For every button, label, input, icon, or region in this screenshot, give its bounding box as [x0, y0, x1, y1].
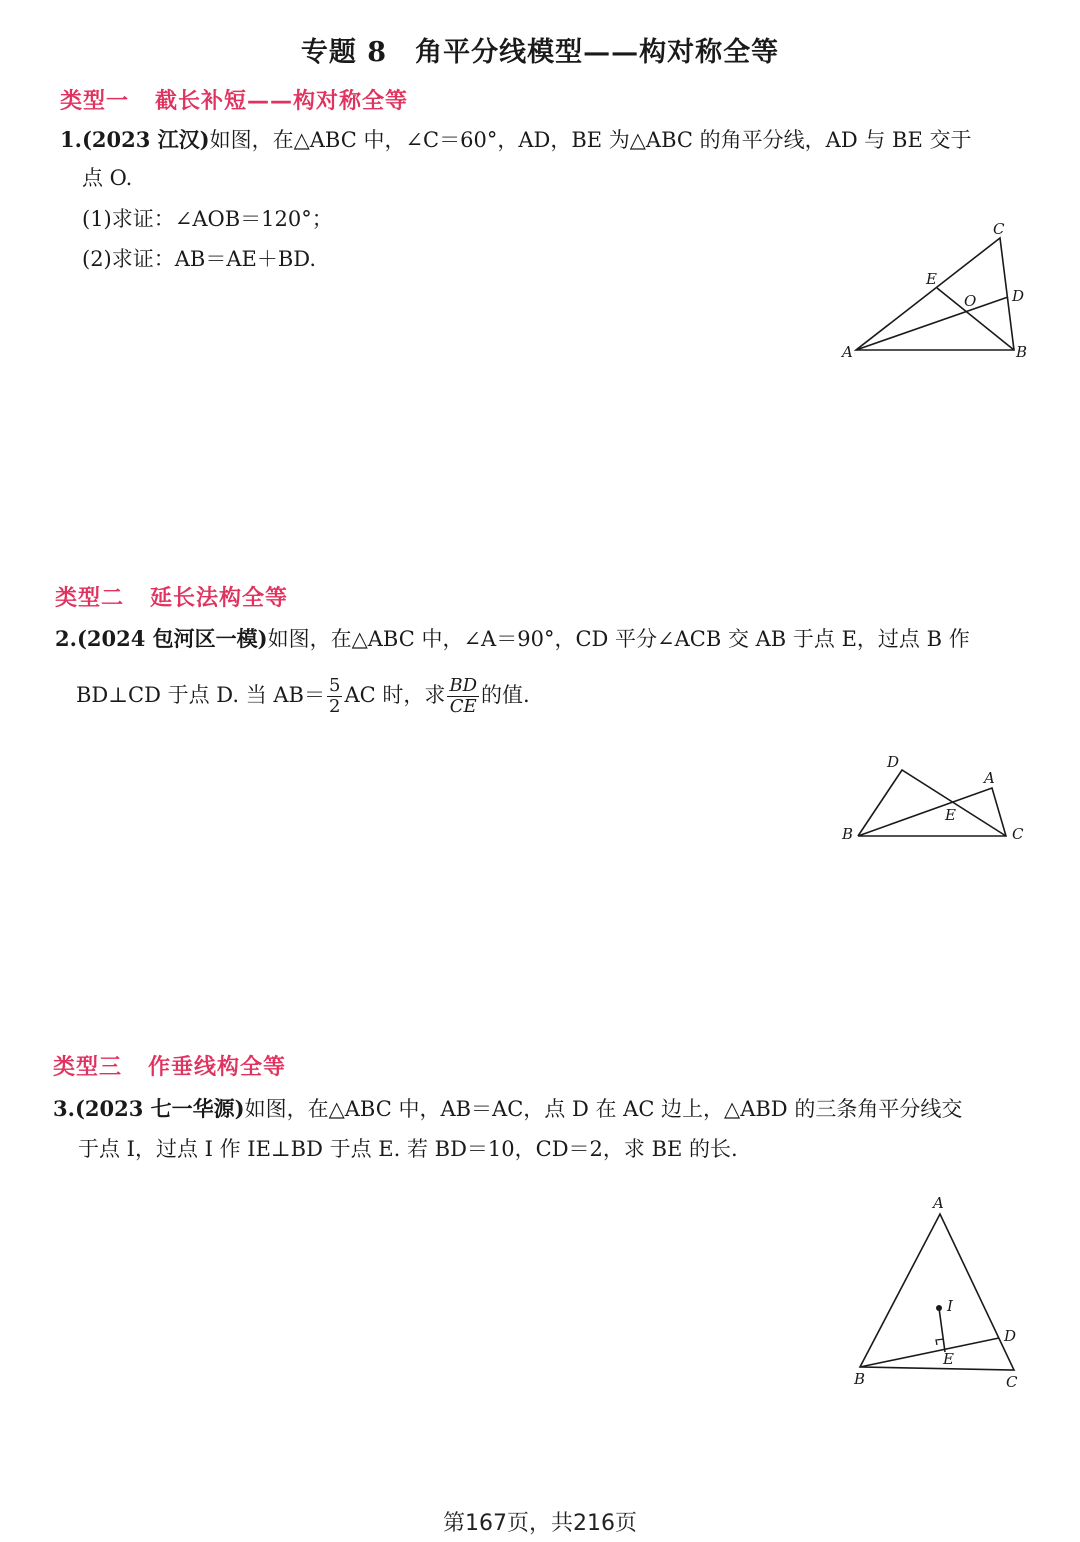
point-i — [936, 1305, 942, 1311]
problem-1-part-2: (2)求证：AB＝AE＋BD. — [82, 247, 317, 271]
problem-source: (2024 包河区一模) — [76, 626, 268, 651]
fraction-numerator: 5 — [329, 675, 341, 696]
label-d: D — [887, 753, 900, 771]
problem-text: AC 时，求 — [344, 683, 446, 707]
label-b: B — [842, 825, 854, 843]
label-d: D — [1004, 1327, 1017, 1345]
label-d: D — [1012, 287, 1025, 305]
fraction-denominator: CE — [449, 696, 477, 717]
problem-text: BD⊥CD 于点 D. 当 AB＝ — [76, 683, 325, 707]
label-b: B — [1016, 343, 1028, 361]
problem-3-line-2: 于点 I，过点 I 作 IE⊥BD 于点 E. 若 BD＝10，CD＝2，求 BE 的长. — [78, 1137, 738, 1161]
section-name: 延长法构全等 — [150, 586, 289, 611]
label-a: A — [984, 769, 995, 787]
fraction-denominator: 2 — [329, 696, 341, 717]
label-c: C — [1012, 825, 1024, 843]
problem-source: (2023 七一华源) — [74, 1096, 245, 1121]
label-o: O — [964, 292, 977, 310]
section-label: 类型二 — [55, 586, 125, 611]
segment-ie — [939, 1308, 945, 1352]
problem-text: 如图，在△ABC 中，∠C＝60°，AD，BE 为△ABC 的角平分线，AD 与 BE 交于 — [209, 128, 972, 152]
problem-number: 2. — [55, 626, 77, 651]
label-i: I — [947, 1297, 953, 1315]
problem-1-part-1: (1)求证：∠AOB＝120°； — [82, 207, 333, 231]
section-name: 截长补短——构对称全等 — [155, 89, 409, 114]
section-name: 作垂线构全等 — [148, 1055, 287, 1080]
problem-source: (2023 江汉) — [81, 127, 210, 152]
label-e: E — [945, 806, 956, 824]
label-b: B — [854, 1370, 866, 1388]
section-label: 类型一 — [60, 89, 130, 114]
page-number-footer: 第167页，共216页 — [443, 1511, 637, 1536]
label-a: A — [842, 343, 853, 361]
triangle-abc — [860, 1214, 1017, 1370]
problem-number: 1. — [60, 127, 82, 152]
section-label: 类型三 — [53, 1055, 123, 1080]
fraction-numerator: BD — [449, 675, 478, 696]
label-c: C — [1006, 1373, 1018, 1391]
problem-text: 的值. — [481, 683, 530, 707]
label-e: E — [926, 270, 937, 288]
page-title: 专题 8 角平分线模型——构对称全等 — [300, 37, 780, 68]
problem-number: 3. — [53, 1096, 75, 1121]
label-a: A — [933, 1194, 944, 1212]
problem-text: 如图，在△ABC 中，AB＝AC，点 D 在 AC 边上，△ABD 的三条角平分线交 — [244, 1097, 963, 1121]
label-c: C — [993, 220, 1005, 238]
problem-1-line-2: 点 O. — [82, 166, 133, 190]
segment-bd — [860, 1338, 999, 1367]
problem-text: 如图，在△ABC 中，∠A＝90°，CD 平分∠ACB 交 AB 于点 E，过点 B 作 — [267, 627, 970, 651]
label-e: E — [943, 1350, 954, 1368]
